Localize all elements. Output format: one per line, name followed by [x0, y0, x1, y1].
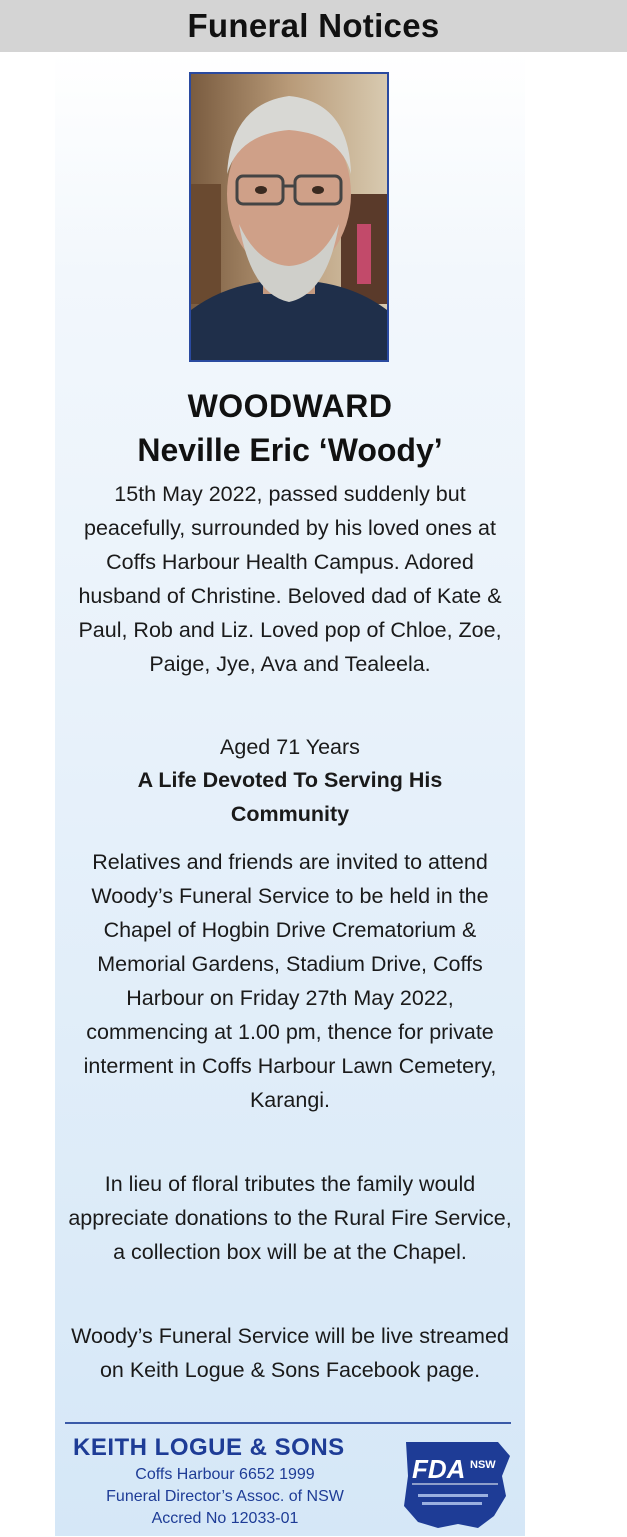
section-header	[0, 0, 627, 52]
age-line: Aged 71 Years	[220, 735, 360, 759]
svg-text:NSW: NSW	[470, 1459, 496, 1471]
funeral-firm-name: KEITH LOGUE & SONS	[73, 1434, 345, 1461]
fda-nsw-logo	[398, 1436, 512, 1532]
svg-text:FDA: FDA	[412, 1454, 466, 1484]
divider	[65, 1422, 511, 1424]
surname: WOODWARD	[187, 388, 393, 424]
full-name: Neville Eric ‘Woody’	[137, 432, 443, 468]
funeral-notice	[55, 52, 525, 1536]
service-details: Relatives and friends are invited to attend Woody’s Funeral Service to be held in the Chapel of Hogbin Drive Crematorium & Memorial Gardens, Stadium Drive, Coffs Harbour on Friday 27th May 2022, commencing at 1.00 pm, thence for private interment in Coffs Harbour Lawn Cemetery, Karangi.	[83, 850, 497, 1112]
firm-association: Funeral Director’s Assoc. of NSW	[106, 1488, 344, 1505]
portrait-photo	[189, 72, 389, 362]
livestream-note: Woody’s Funeral Service will be live streamed on Keith Logue & Sons Facebook page.	[71, 1324, 509, 1382]
firm-accreditation: Accred No 12033-01	[151, 1510, 299, 1527]
death-announcement: 15th May 2022, passed suddenly but peacefully, surrounded by his loved ones at Coffs Harbour Health Campus. Adored husband of Christine. Beloved dad of Kate & Paul, Rob and Liz. Loved pop of Chloe, Zoe, Paige, Jye, Ava and Tealeela.	[78, 482, 502, 676]
firm-phone: Coffs Harbour 6652 1999	[135, 1466, 315, 1483]
donations-note: In lieu of floral tributes the family would appreciate donations to the Rural Fire Service, a collection box will be at the Chapel.	[68, 1172, 512, 1264]
motto: A Life Devoted To Serving His Community	[137, 768, 443, 826]
section-title: Funeral Notices	[187, 7, 440, 44]
